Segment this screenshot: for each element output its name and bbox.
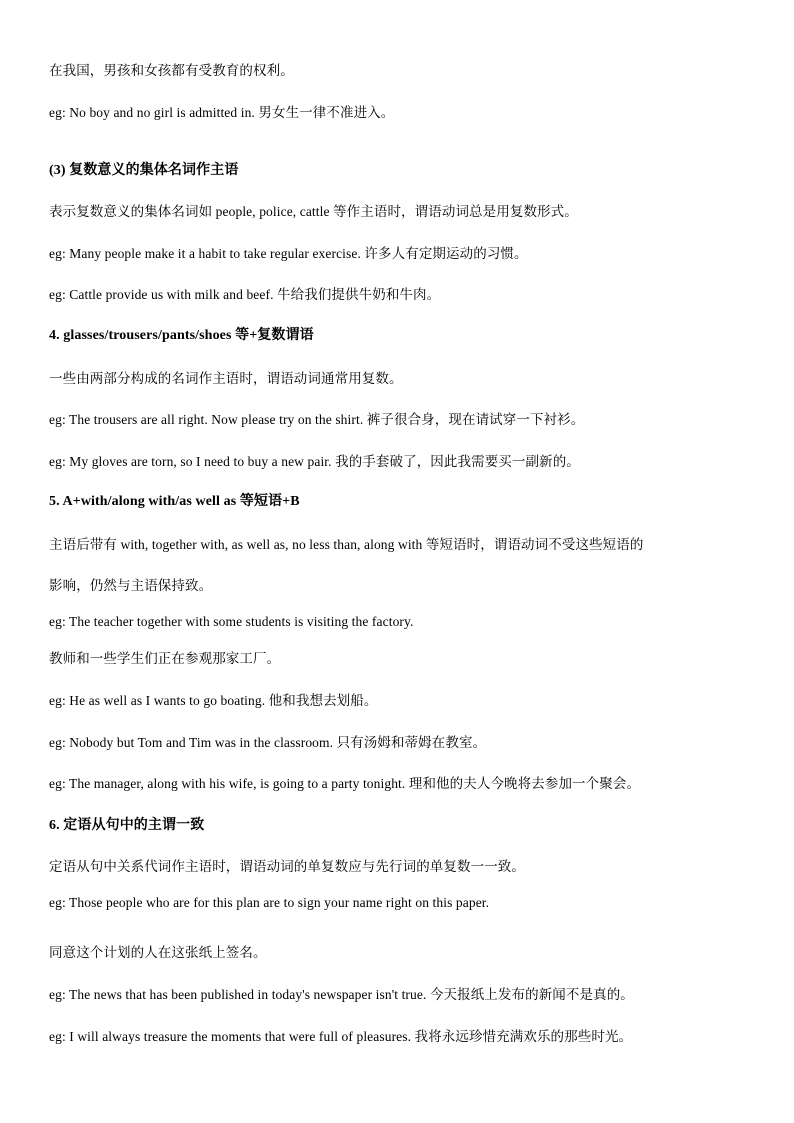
example-line: eg: Nobody but Tom and Tim was in the classroom. 只有汤姆和蒂姆在教室。	[49, 735, 487, 750]
text-line: 影响，仍然与主语保持致。	[49, 578, 213, 593]
translation-line: 教师和一些学生们正在参观那家工厂。	[49, 651, 281, 666]
example-line: eg: The teacher together with some students is visiting the factory.	[49, 614, 414, 629]
example-line: eg: No boy and no girl is admitted in. 男女生一律不准进入。	[49, 105, 395, 120]
text-line: 在我国，男孩和女孩都有受教育的权利。	[49, 63, 294, 78]
translation-line: 同意这个计划的人在这张纸上签名。	[49, 945, 267, 960]
example-line: eg: The manager, along with his wife, is going to a party tonight. 理和他的夫人今晚将去参加一个聚会。	[49, 776, 641, 791]
example-line: eg: My gloves are torn, so I need to buy a new pair. 我的手套破了，因此我需要买一副新的。	[49, 454, 580, 469]
text-line: 定语从句中关系代词作主语时，谓语动词的单复数应与先行词的单复数一一致。	[49, 859, 525, 874]
text-line: 主语后带有 with, together with, as well as, no less than, along with 等短语时，谓语动词不受这些短语的	[49, 537, 644, 552]
text-line: 表示复数意义的集体名词如 people, police, cattle 等作主语时，谓语动词总是用复数形式。	[49, 204, 578, 219]
example-line: eg: The news that has been published in today's newspaper isn't true. 今天报纸上发布的新闻不是真的。	[49, 987, 634, 1002]
example-line: eg: He as well as I wants to go boating. 他和我想去划船。	[49, 693, 378, 708]
example-line: eg: Cattle provide us with milk and beef. 牛给我们提供牛奶和牛肉。	[49, 287, 441, 302]
section-heading: (3) 复数意义的集体名词作主语	[49, 163, 239, 178]
section-heading: 5. A+with/along with/as well as 等短语+B	[49, 494, 300, 509]
example-line: eg: Those people who are for this plan are to sign your name right on this paper.	[49, 895, 490, 910]
section-heading: 4. glasses/trousers/pants/shoes 等+复数谓语	[49, 328, 314, 343]
text-line: 一些由两部分构成的名词作主语时，谓语动词通常用复数。	[49, 371, 403, 386]
example-line: eg: The trousers are all right. Now please try on the shirt. 裤子很合身，现在请试穿一下衬衫。	[49, 412, 585, 427]
example-line: eg: I will always treasure the moments that were full of pleasures. 我将永远珍惜充满欢乐的那些时光。	[49, 1029, 633, 1044]
section-heading: 6. 定语从句中的主谓一致	[49, 818, 205, 833]
example-line: eg: Many people make it a habit to take regular exercise. 许多人有定期运动的习惯。	[49, 246, 528, 261]
